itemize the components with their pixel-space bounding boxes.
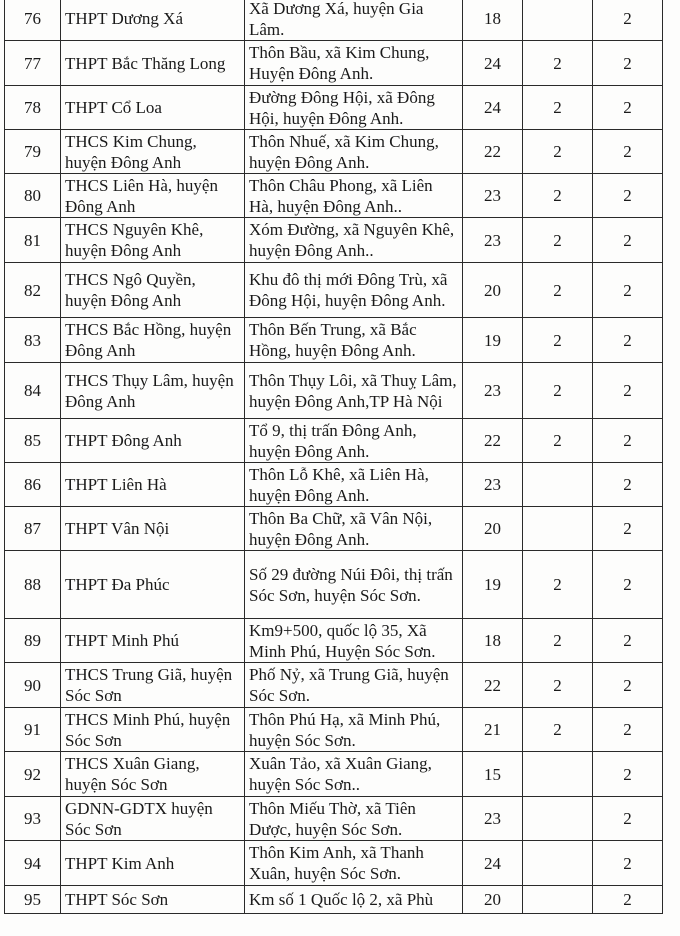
school-address: Thôn Thụy Lôi, xã Thuỵ Lâm, huyện Đông Anh,TP Hà Nội [245,363,463,419]
column-a-value [523,841,593,886]
row-number: 80 [5,174,61,218]
room-count: 21 [463,708,523,752]
column-b-value: 2 [593,886,663,914]
row-number: 86 [5,463,61,507]
column-a-value: 2 [523,419,593,463]
school-address: Tổ 9, thị trấn Đông Anh, huyện Đông Anh. [245,419,463,463]
column-b-value: 2 [593,0,663,41]
school-name: THCS Xuân Giang, huyện Sóc Sơn [61,752,245,797]
column-a-value: 2 [523,41,593,86]
school-address: Thôn Kim Anh, xã Thanh Xuân, huyện Sóc Sơn. [245,841,463,886]
room-count: 20 [463,263,523,318]
column-b-value: 2 [593,551,663,619]
column-a-value: 2 [523,263,593,318]
room-count: 23 [463,463,523,507]
column-b-value: 2 [593,663,663,708]
school-address: Số 29 đường Núi Đôi, thị trấn Sóc Sơn, huyện Sóc Sơn. [245,551,463,619]
row-number: 82 [5,263,61,318]
table-row [5,708,663,752]
table-row [5,841,663,886]
row-number: 92 [5,752,61,797]
table-row [5,797,663,841]
room-count: 23 [463,797,523,841]
room-count: 18 [463,0,523,41]
row-number: 85 [5,419,61,463]
school-address: Thôn Châu Phong, xã Liên Hà, huyện Đông Anh.. [245,174,463,218]
table-row [5,419,663,463]
column-b-value: 2 [593,708,663,752]
row-number: 81 [5,218,61,263]
school-name: THPT Minh Phú [61,619,245,663]
column-b-value: 2 [593,419,663,463]
school-name: THPT Đa Phúc [61,551,245,619]
school-name: THCS Liên Hà, huyện Đông Anh [61,174,245,218]
row-number: 89 [5,619,61,663]
room-count: 19 [463,551,523,619]
school-name: THCS Minh Phú, huyện Sóc Sơn [61,708,245,752]
column-b-value: 2 [593,752,663,797]
school-address: Khu đô thị mới Đông Trù, xã Đông Hội, huyện Đông Anh. [245,263,463,318]
row-number: 77 [5,41,61,86]
room-count: 20 [463,507,523,551]
column-a-value: 2 [523,318,593,363]
school-address: Xã Dương Xá, huyện Gia Lâm. [245,0,463,41]
school-address: Thôn Bầu, xã Kim Chung, Huyện Đông Anh. [245,41,463,86]
room-count: 23 [463,218,523,263]
table-row [5,663,663,708]
row-number: 84 [5,363,61,419]
table-row [5,507,663,551]
row-number: 90 [5,663,61,708]
row-number: 93 [5,797,61,841]
row-number: 91 [5,708,61,752]
row-number: 95 [5,886,61,914]
column-a-value: 2 [523,663,593,708]
school-name: THPT Sóc Sơn [61,886,245,914]
school-name: THPT Liên Hà [61,463,245,507]
column-b-value: 2 [593,797,663,841]
school-name: THCS Ngô Quyền, huyện Đông Anh [61,263,245,318]
column-a-value [523,463,593,507]
table-row [5,130,663,174]
table-row [5,619,663,663]
room-count: 22 [463,663,523,708]
school-name: THCS Thụy Lâm, huyện Đông Anh [61,363,245,419]
column-b-value: 2 [593,841,663,886]
column-b-value: 2 [593,218,663,263]
column-a-value [523,797,593,841]
column-b-value: 2 [593,263,663,318]
column-a-value: 2 [523,363,593,419]
school-name: THCS Bắc Hồng, huyện Đông Anh [61,318,245,363]
column-b-value: 2 [593,318,663,363]
school-name: THPT Dương Xá [61,0,245,41]
school-name: THPT Đông Anh [61,419,245,463]
row-number: 78 [5,86,61,130]
column-b-value: 2 [593,174,663,218]
room-count: 22 [463,130,523,174]
room-count: 23 [463,363,523,419]
column-a-value: 2 [523,130,593,174]
table-row [5,363,663,419]
school-address: Xuân Tảo, xã Xuân Giang, huyện Sóc Sơn.. [245,752,463,797]
row-number: 88 [5,551,61,619]
school-address: Thôn Lỗ Khê, xã Liên Hà, huyện Đông Anh. [245,463,463,507]
room-count: 22 [463,419,523,463]
column-a-value [523,886,593,914]
room-count: 24 [463,41,523,86]
column-b-value: 2 [593,619,663,663]
table-row [5,86,663,130]
room-count: 15 [463,752,523,797]
column-a-value [523,0,593,41]
school-address: Thôn Miếu Thờ, xã Tiên Dược, huyện Sóc Sơn. [245,797,463,841]
room-count: 18 [463,619,523,663]
column-b-value: 2 [593,41,663,86]
school-name: THPT Bắc Thăng Long [61,41,245,86]
row-number: 94 [5,841,61,886]
table-row [5,318,663,363]
room-count: 19 [463,318,523,363]
column-a-value: 2 [523,551,593,619]
column-b-value: 2 [593,86,663,130]
column-b-value: 2 [593,507,663,551]
school-address: Đường Đông Hội, xã Đông Hội, huyện Đông Anh. [245,86,463,130]
row-number: 79 [5,130,61,174]
column-b-value: 2 [593,130,663,174]
school-address: Thôn Nhuế, xã Kim Chung, huyện Đông Anh. [245,130,463,174]
table-row [5,218,663,263]
table-row [5,886,663,914]
table-row [5,752,663,797]
school-name: THPT Vân Nội [61,507,245,551]
column-b-value: 2 [593,463,663,507]
school-name: THPT Cổ Loa [61,86,245,130]
table-body [5,0,663,914]
table-row [5,463,663,507]
row-number: 83 [5,318,61,363]
row-number: 87 [5,507,61,551]
column-a-value: 2 [523,86,593,130]
room-count: 24 [463,841,523,886]
school-address: Xóm Đường, xã Nguyên Khê, huyện Đông Anh.. [245,218,463,263]
school-address: Thôn Phú Hạ, xã Minh Phú, huyện Sóc Sơn. [245,708,463,752]
table-row [5,551,663,619]
column-a-value: 2 [523,619,593,663]
table-row [5,0,663,41]
school-address: Km số 1 Quốc lộ 2, xã Phù [245,886,463,914]
column-a-value: 2 [523,218,593,263]
school-name: THCS Trung Giã, huyện Sóc Sơn [61,663,245,708]
column-a-value: 2 [523,708,593,752]
school-address: Km9+500, quốc lộ 35, Xã Minh Phú, Huyện Sóc Sơn. [245,619,463,663]
room-count: 24 [463,86,523,130]
table-row [5,174,663,218]
table-row [5,263,663,318]
table-row [5,41,663,86]
school-name: THCS Kim Chung, huyện Đông Anh [61,130,245,174]
column-b-value: 2 [593,363,663,419]
school-address: Phố Nỷ, xã Trung Giã, huyện Sóc Sơn. [245,663,463,708]
column-a-value [523,752,593,797]
school-name: THPT Kim Anh [61,841,245,886]
exam-site-table [4,0,663,914]
room-count: 23 [463,174,523,218]
school-name: THCS Nguyên Khê, huyện Đông Anh [61,218,245,263]
school-address: Thôn Bến Trung, xã Bắc Hồng, huyện Đông Anh. [245,318,463,363]
school-address: Thôn Ba Chữ, xã Vân Nội, huyện Đông Anh. [245,507,463,551]
column-a-value: 2 [523,174,593,218]
column-a-value [523,507,593,551]
school-name: GDNN-GDTX huyện Sóc Sơn [61,797,245,841]
room-count: 20 [463,886,523,914]
row-number: 76 [5,0,61,41]
